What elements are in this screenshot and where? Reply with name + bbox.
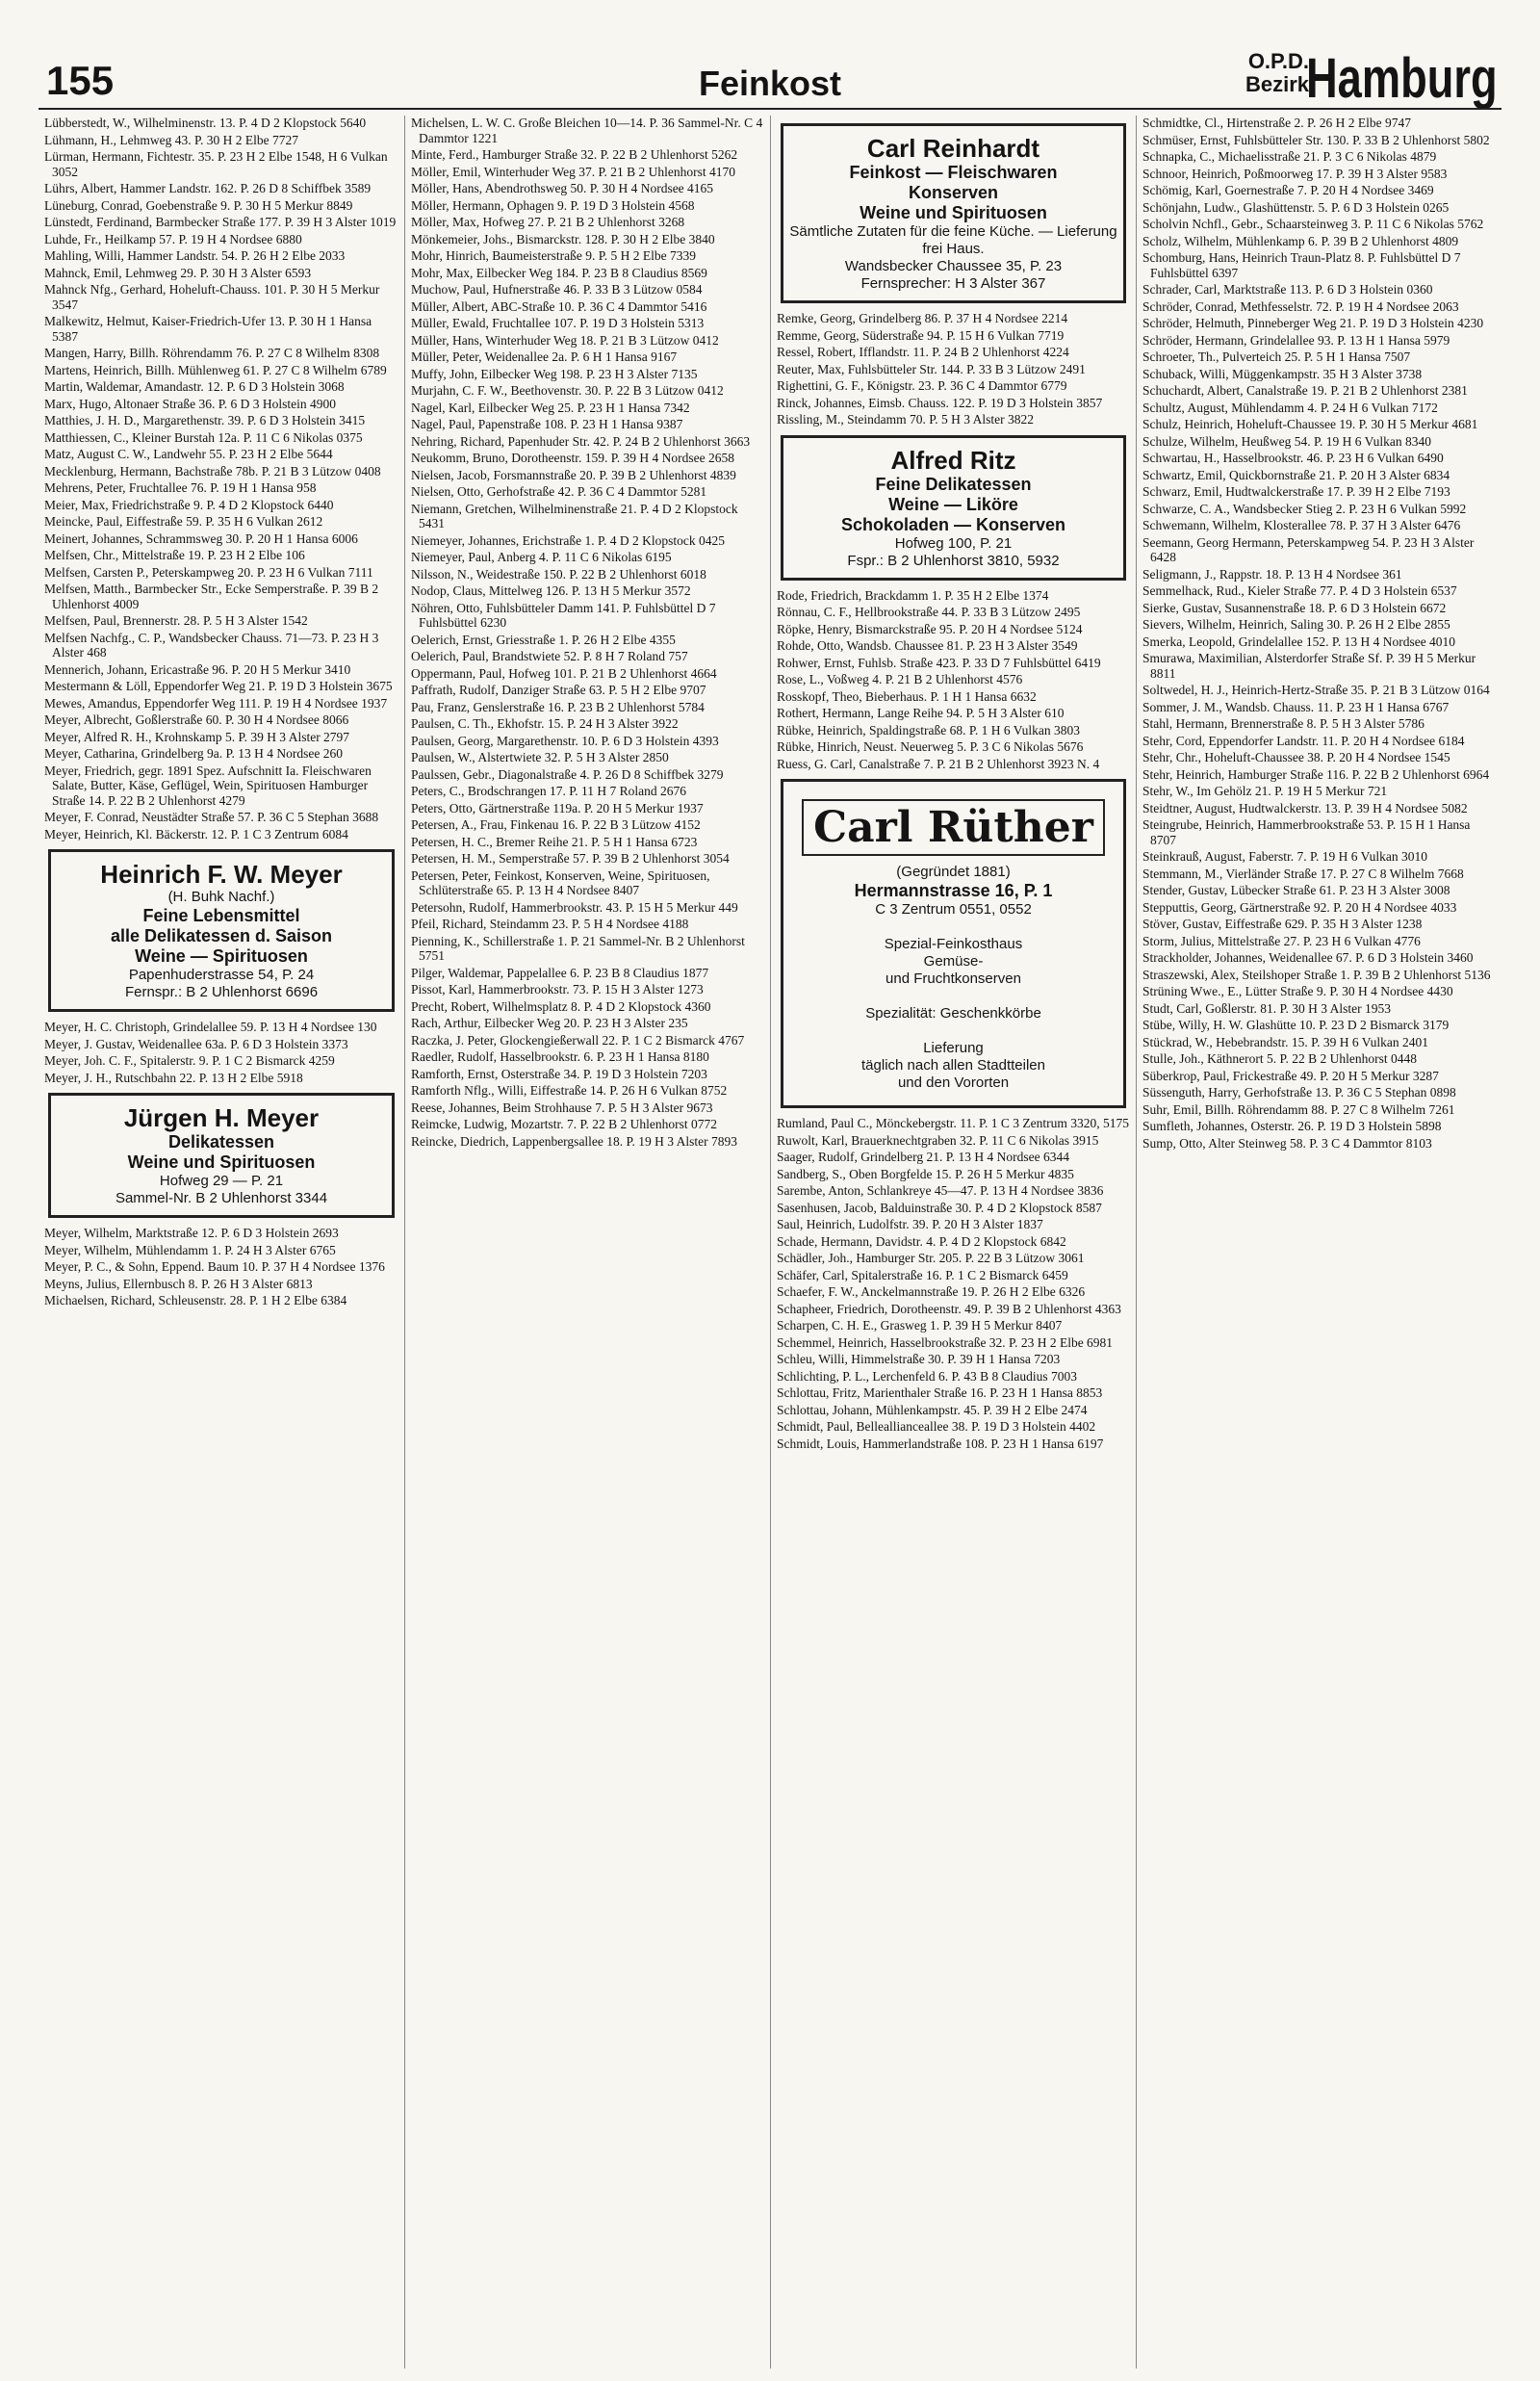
directory-entry: Semmelhack, Rud., Kieler Straße 77. P. 4 D 3 Holstein 6537 [1142,583,1457,598]
directory-entry: Schlottau, Johann, Mühlenkampstr. 45. P. 39 H 2 Elbe 2474 [777,1402,1088,1417]
directory-entry: Ramforth, Ernst, Osterstraße 34. P. 19 D 3 Holstein 7203 [411,1066,707,1081]
directory-entry: Raedler, Rudolf, Hasselbrookstr. 6. P. 23 H 1 Hansa 8180 [411,1049,709,1064]
directory-entry: Melfsen, Paul, Brennerstr. 28. P. 5 H 3 Alster 1542 [44,613,308,628]
directory-entry: Stehr, Chr., Hoheluft-Chaussee 38. P. 20 H 4 Nordsee 1545 [1142,750,1450,764]
directory-entry: Rübke, Heinrich, Spaldingstraße 68. P. 1 H 6 Vulkan 3803 [777,722,1081,738]
directory-entry: Muchow, Paul, Hufnerstraße 46. P. 33 B 3 Lützow 0584 [411,282,703,297]
directory-entry: Luhde, Fr., Heilkamp 57. P. 19 H 4 Nordsee 6880 [44,231,302,246]
directory-entry: Paulsen, Georg, Margarethenstr. 10. P. 6 D 3 Holstein 4393 [411,733,719,748]
directory-entry: Melfsen Nachfg., C. P., Wandsbecker Chauss. 71—73. P. 23 H 3 Alster 468 [44,630,379,660]
directory-entry: Minte, Ferd., Hamburger Straße 32. P. 22 B 2 Uhlenhorst 5262 [411,147,738,162]
column-4 [1136,116,1502,2368]
directory-entry: Meyer, H. C. Christoph, Grindelallee 59. P. 13 H 4 Nordsee 130 [44,1020,377,1034]
directory-entry: Stepputtis, Georg, Gärtnerstraße 92. P. 20 H 4 Nordsee 4033 [1142,899,1457,915]
directory-entry: Schultz, August, Mühlendamm 4. P. 24 H 6 Vulkan 7172 [1142,400,1438,415]
header-rule [38,108,1502,110]
directory-entry: Müller, Peter, Weidenallee 2a. P. 6 H 1 Hansa 9167 [411,349,678,364]
directory-entry: Michelsen, L. W. C. Große Bleichen 10—14. P. 36 Sammel-Nr. C 4 Dammtor 1221 [411,116,763,145]
directory-entry: Murjahn, C. F. W., Beethovenstr. 30. P. 22 B 3 Lützow 0412 [411,383,724,398]
directory-entry: Schulz, Heinrich, Hoheluft-Chaussee 19. P. 30 H 5 Merkur 4681 [1142,417,1478,431]
advertiser-name: Heinrich F. W. Meyer [100,860,343,889]
directory-entry: Möller, Emil, Winterhuder Weg 37. P. 21 B 2 Uhlenhorst 4170 [411,164,736,179]
directory-entry: Mahnck, Emil, Lehmweg 29. P. 30 H 3 Alster 6593 [44,265,312,280]
directory-entry: Oelerich, Paul, Brandstwiete 52. P. 8 H 7 Roland 757 [411,649,688,663]
advertiser-slogan: Hermannstrasse 16, P. 1 [854,881,1053,900]
directory-entry: Petersen, H. C., Bremer Reihe 21. P. 5 H 1 Hansa 6723 [411,834,698,849]
page-title: Feinkost [698,64,842,103]
directory-entry: Storm, Julius, Mittelstraße 27. P. 23 H 6 Vulkan 4776 [1142,933,1421,948]
directory-entry: Scharpen, C. H. E., Grasweg 1. P. 39 H 5 Merkur 8407 [777,1318,1063,1333]
directory-entry: Rohwer, Ernst, Fuhlsb. Straße 423. P. 33 D 7 Fuhlsbüttel 6419 [777,655,1101,670]
directory-entry: Schmüser, Ernst, Fuhlsbütteler Str. 130. P. 33 B 2 Uhlenhorst 5802 [1142,132,1490,147]
directory-entry: Meyer, Alfred R. H., Krohnskamp 5. P. 39 H 3 Alster 2797 [44,729,350,744]
directory-entry: Remme, Georg, Süderstraße 94. P. 15 H 6 Vulkan 7719 [777,327,1065,343]
directory-entry: Steidtner, August, Hudtwalckerstr. 13. P. 39 H 4 Nordsee 5082 [1142,800,1468,815]
directory-entry: Meyer, J. Gustav, Weidenallee 63a. P. 6 D 3 Holstein 3373 [44,1036,348,1051]
directory-entry: Pienning, K., Schillerstraße 1. P. 21 Sammel-Nr. B 2 Uhlenhorst 5751 [411,933,745,963]
directory-entry: Schwarz, Emil, Hudtwalckerstraße 17. P. 39 H 2 Elbe 7193 [1142,484,1450,499]
directory-entry: Mewes, Amandus, Eppendorfer Weg 111. P. 19 H 4 Nordsee 1937 [44,695,388,711]
directory-entry: Schnoor, Heinrich, Poßmoorweg 17. P. 39 H 3 Alster 9583 [1142,166,1448,181]
directory-entry: Ramforth Nflg., Willi, Eiffestraße 14. P. 26 H 6 Vulkan 8752 [411,1083,728,1098]
advertiser-slogan: Feine Delikatessen Weine — Liköre Schokoladen — Konserven [840,474,1066,534]
directory-entry: Stöver, Gustav, Eiffestraße 629. P. 35 H 3 Alster 1238 [1142,917,1423,931]
directory-entry: Paulsen, W., Alstertwiete 32. P. 5 H 3 Alster 2850 [411,750,669,764]
directory-entry: Möller, Max, Hofweg 27. P. 21 B 2 Uhlenhorst 3268 [411,215,685,229]
directory-entry: Peters, Otto, Gärtnerstraße 119a. P. 20 H 5 Merkur 1937 [411,800,704,815]
directory-entry: Schleu, Willi, Himmelstraße 30. P. 39 H 1 Hansa 7203 [777,1352,1061,1366]
directory-entry: Sumfleth, Johannes, Osterstr. 26. P. 19 D 3 Holstein 5898 [1142,1119,1442,1133]
directory-entry: Pfeil, Richard, Steindamm 23. P. 5 H 4 Nordsee 4188 [411,917,689,931]
directory-entry: Michaelsen, Richard, Schleusenstr. 28. P. 1 H 2 Elbe 6384 [44,1293,347,1307]
directory-entry: Stemmann, M., Vierländer Straße 17. P. 27 C 8 Wilhelm 7668 [1142,866,1464,881]
advertisement-box [781,435,1126,581]
advertiser-contact: Papenhuderstrasse 54, P. 24 Fernspr.: B 2 Uhlenhorst 6696 [124,967,319,1000]
directory-entry: Meyns, Julius, Ellernbusch 8. P. 26 H 3 Alster 6813 [44,1276,313,1291]
directory-entry: Nöhren, Otto, Fuhlsbütteler Damm 141. P. Fuhlsbüttel D 7 Fuhlsbüttel 6230 [411,600,716,630]
directory-entry: Paffrath, Rudolf, Danziger Straße 63. P. 5 H 2 Elbe 9707 [411,683,706,697]
advertiser-contact: Sämtliche Zutaten für die feine Küche. — Lieferung frei Haus. Wandsbecker Chaussee 35, P. 23 Fernsprecher: H 3 Alster 367 [789,223,1117,292]
directory-entry: Rübke, Hinrich, Neust. Neuerweg 5. P. 3 C 6 Nikolas 5676 [777,739,1084,754]
directory-entry: Schmidt, Paul, Belleallianceallee 38. P. 19 D 3 Holstein 4402 [777,1419,1096,1434]
advertiser-contact: C 3 Zentrum 0551, 0552 Spezial-Feinkosthaus Gemüse- und Fruchtkonserven Spezialität: Geschenkkörbe Lieferung täglich nach allen Stadtteilen und den Vororten [861,901,1045,1091]
directory-entry: Nehring, Richard, Papenhuder Str. 42. P. 24 B 2 Uhlenhorst 3663 [411,433,751,449]
directory-entry: Schömig, Karl, Goernestraße 7. P. 20 H 4 Nordsee 3469 [1142,183,1434,197]
advertiser-slogan: Feinkost — Fleischwaren Konserven Weine und Spirituosen [849,163,1058,222]
directory-entry: Rumland, Paul C., Mönckebergstr. 11. P. 1 C 3 Zentrum 3320, 5175 [777,1116,1129,1130]
column-3 [770,116,1136,2368]
directory-entry: Paulssen, Gebr., Diagonalstraße 4. P. 26 D 8 Schiffbek 3279 [411,766,724,782]
directory-entry: Muffy, John, Eilbecker Weg 198. P. 23 H 3 Alster 7135 [411,366,698,381]
directory-entry: Scholvin Nchfl., Gebr., Schaarsteinweg 3. P. 11 C 6 Nikolas 5762 [1142,217,1484,231]
directory-entry: Schuback, Willi, Müggenkampstr. 35 H 3 Alster 3738 [1142,366,1423,381]
directory-entry: Sasenhusen, Jacob, Balduinstraße 30. P. 4 D 2 Klopstock 8587 [777,1200,1102,1215]
directory-entry: Steinkrauß, August, Faberstr. 7. P. 19 H 6 Vulkan 3010 [1142,849,1427,864]
directory-entry: Schulze, Wilhelm, Heußweg 54. P. 19 H 6 Vulkan 8340 [1142,433,1431,449]
directory-entry: Righettini, G. F., Königstr. 23. P. 36 C 4 Dammtor 6779 [777,378,1067,393]
directory-entry: Rothert, Hermann, Lange Reihe 94. P. 5 H 3 Alster 610 [777,706,1065,720]
district-label: O.P.D. Bezirk [1245,49,1309,96]
directory-entry: Stückrad, W., Hebebrandstr. 15. P. 39 H 6 Vulkan 2401 [1142,1034,1429,1049]
directory-entry: Schade, Hermann, Davidstr. 4. P. 4 D 2 Klopstock 6842 [777,1233,1066,1249]
directory-entry: Rode, Friedrich, Brackdamm 1. P. 35 H 2 Elbe 1374 [777,587,1049,603]
advertiser-name: Carl Reinhardt [866,134,1040,163]
directory-entry: Melfsen, Chr., Mittelstraße 19. P. 23 H 2 Elbe 106 [44,548,305,562]
directory-entry: Niemann, Gretchen, Wilhelminenstraße 21. P. 4 D 2 Klopstock 5431 [411,501,738,531]
directory-entry: Smurawa, Maximilian, Alsterdorfer Straße Sf. P. 39 H 5 Merkur 8811 [1142,651,1476,681]
directory-entry: Nilsson, N., Weidestraße 150. P. 22 B 2 Uhlenhorst 6018 [411,566,706,582]
directory-entry: Süberkrop, Paul, Frickestraße 49. P. 20 H 5 Merkur 3287 [1142,1068,1439,1083]
directory-entry: Suhr, Emil, Billh. Röhrendamm 88. P. 27 C 8 Wilhelm 7261 [1142,1101,1455,1117]
directory-entry: Sump, Otto, Alter Steinweg 58. P. 3 C 4 Dammtor 8103 [1142,1135,1432,1151]
directory-entry: Petersen, H. M., Semperstraße 57. P. 39 B 2 Uhlenhorst 3054 [411,851,730,866]
directory-entry: Mangen, Harry, Billh. Röhrendamm 76. P. 27 C 8 Wilhelm 8308 [44,346,380,360]
advertiser-subtitle: (Gegründet 1881) [896,864,1011,880]
directory-entry: Ressel, Robert, Ifflandstr. 11. P. 24 B 2 Uhlenhorst 4224 [777,345,1069,359]
advertiser-name: Alfred Ritz [890,445,1016,475]
directory-entry: Schnapka, C., Michaelisstraße 21. P. 3 C 6 Nikolas 4879 [1142,149,1437,164]
directory-entry: Nagel, Paul, Papenstraße 108. P. 23 H 1 Hansa 9387 [411,417,683,431]
directory-entry: Mehrens, Peter, Fruchtallee 76. P. 19 H 1 Hansa 958 [44,480,317,495]
directory-entry: Meyer, P. C., & Sohn, Eppend. Baum 10. P. 37 H 4 Nordsee 1376 [44,1259,385,1274]
directory-entry: Seligmann, J., Rappstr. 18. P. 13 H 4 Nordsee 361 [1142,566,1402,582]
directory-entry: Martens, Heinrich, Billh. Mühlenweg 61. P. 27 C 8 Wilhelm 6789 [44,362,387,377]
directory-entry: Stehr, W., Im Gehölz 21. P. 19 H 5 Merkur 721 [1142,784,1388,798]
directory-entry: Rose, L., Voßweg 4. P. 21 B 2 Uhlenhorst 4576 [777,672,1023,686]
directory-entry: Melfsen, Matth., Barmbecker Str., Ecke Semperstraße. P. 39 B 2 Uhlenhorst 4009 [44,582,379,611]
directory-entry: Mahnck Nfg., Gerhard, Hoheluft-Chauss. 101. P. 30 H 5 Merkur 3547 [44,282,380,312]
directory-entry: Remke, Georg, Grindelberg 86. P. 37 H 4 Nordsee 2214 [777,311,1068,325]
directory-entry: Strackholder, Johannes, Weidenallee 67. P. 6 D 3 Holstein 3460 [1142,950,1474,965]
directory-entry: Stübe, Willy, H. W. Glashütte 10. P. 23 D 2 Bismarck 3179 [1142,1018,1450,1032]
directory-entry: Mahling, Willi, Hammer Landstr. 54. P. 26 H 2 Elbe 2033 [44,248,346,263]
directory-entry: Schmidtke, Cl., Hirtenstraße 2. P. 26 H 2 Elbe 9747 [1142,116,1411,130]
directory-entry: Schröder, Hermann, Grindelallee 93. P. 13 H 1 Hansa 5979 [1142,332,1450,348]
directory-entry: Schroeter, Th., Pulverteich 25. P. 5 H 1 Hansa 7507 [1142,349,1411,364]
directory-entry: Pissot, Karl, Hammerbrookstr. 73. P. 15 H 3 Alster 1273 [411,982,704,996]
advertiser-slogan: Feine Lebensmittel alle Delikatessen d. Saison Weine — Spirituosen [110,906,333,966]
directory-entry: Süssenguth, Harry, Gerhofstraße 13. P. 36 C 5 Stephan 0898 [1142,1085,1456,1100]
directory-entry: Schäfer, Carl, Spitalerstraße 16. P. 1 C 2 Bismarck 6459 [777,1267,1068,1282]
directory-entry: Niemeyer, Paul, Anberg 4. P. 11 C 6 Nikolas 6195 [411,550,672,564]
directory-entry: Möller, Hans, Abendrothsweg 50. P. 30 H 4 Nordsee 4165 [411,181,714,195]
directory-entry: Matz, August C. W., Landwehr 55. P. 23 H 2 Elbe 5644 [44,447,333,461]
directory-entry: Lüneburg, Conrad, Goebenstraße 9. P. 30 H 5 Merkur 8849 [44,197,353,213]
directory-entry: Schrader, Carl, Marktstraße 113. P. 6 D 3 Holstein 0360 [1142,282,1433,297]
directory-entry: Rinck, Johannes, Eimsb. Chauss. 122. P. 19 D 3 Holstein 3857 [777,395,1103,410]
directory-entry: Sievers, Wilhelm, Heinrich, Saling 30. P. 26 H 2 Elbe 2855 [1142,617,1450,632]
directory-entry: Petersohn, Rudolf, Hammerbrookstr. 43. P. 15 H 5 Merkur 449 [411,899,738,915]
directory-entry: Meincke, Paul, Eiffestraße 59. P. 35 H 6 Vulkan 2612 [44,514,323,529]
directory-entry: Oppermann, Paul, Hofweg 101. P. 21 B 2 Uhlenhorst 4664 [411,665,717,681]
directory-entry: Schlottau, Fritz, Marienthaler Straße 16. P. 23 H 1 Hansa 8853 [777,1385,1103,1400]
directory-entry: Meyer, J. H., Rutschbahn 22. P. 13 H 2 Elbe 5918 [44,1070,303,1085]
directory-entry: Meyer, Albrecht, Goßlerstraße 60. P. 30 H 4 Nordsee 8066 [44,712,349,727]
directory-entry: Schmidt, Louis, Hammerlandstraße 108. P. 23 H 1 Hansa 6197 [777,1436,1104,1451]
directory-entry: Meyer, Wilhelm, Marktstraße 12. P. 6 D 3 Holstein 2693 [44,1226,339,1240]
advertisement-box [781,779,1126,1108]
advertiser-logo: Carl Rüther [802,799,1105,856]
directory-entry: Reincke, Diedrich, Lappenbergsallee 18. P. 19 H 3 Alster 7893 [411,1133,738,1149]
directory-entry: Petersen, A., Frau, Finkenau 16. P. 22 B 3 Lützow 4152 [411,817,701,832]
directory-entry: Rohde, Otto, Wandsb. Chaussee 81. P. 23 H 3 Alster 3549 [777,638,1078,653]
directory-entry: Schwartz, Emil, Quickbornstraße 21. P. 20 H 3 Alster 6834 [1142,467,1450,482]
advertiser-slogan: Delikatessen Weine und Spirituosen [127,1132,316,1172]
directory-entry: Nagel, Karl, Eilbecker Weg 25. P. 23 H 1 Hansa 7342 [411,400,690,415]
directory-entry: Niemeyer, Johannes, Erichstraße 1. P. 4 D 2 Klopstock 0425 [411,532,726,548]
directory-entry: Rönnau, C. F., Hellbrookstraße 44. P. 33 B 3 Lützow 2495 [777,605,1081,619]
directory-entry: Precht, Robert, Wilhelmsplatz 8. P. 4 D 2 Klopstock 4360 [411,998,711,1014]
directory-entry: Nielsen, Jacob, Forsmannstraße 20. P. 39 B 2 Uhlenhorst 4839 [411,467,736,482]
directory-entry: Martin, Waldemar, Amandastr. 12. P. 6 D 3 Holstein 3068 [44,379,345,394]
directory-entry: Reuter, Max, Fuhlsbütteler Str. 144. P. 33 B 3 Lützow 2491 [777,361,1086,376]
directory-entry: Schönjahn, Ludw., Glashüttenstr. 5. P. 6 D 3 Holstein 0265 [1142,199,1450,215]
directory-entry: Schomburg, Hans, Heinrich Traun-Platz 8. P. Fuhlsbüttel D 7 Fuhlsbüttel 6397 [1142,250,1461,280]
advertiser-contact: Hofweg 29 — P. 21 Sammel-Nr. B 2 Uhlenhorst 3344 [115,1173,328,1206]
directory-entry: Malkewitz, Helmut, Kaiser-Friedrich-Ufer 13. P. 30 H 1 Hansa 5387 [44,314,372,344]
directory-entry: Meyer, F. Conrad, Neustädter Straße 57. P. 36 C 5 Stephan 3688 [44,810,379,824]
directory-entry: Meier, Max, Friedrichstraße 9. P. 4 D 2 Klopstock 6440 [44,497,334,512]
directory-entry: Schädler, Joh., Hamburger Str. 205. P. 22 B 3 Lützow 3061 [777,1251,1085,1265]
directory-entry: Stahl, Hermann, Brennerstraße 8. P. 5 H 3 Alster 5786 [1142,716,1424,731]
advertiser-subtitle: (H. Buhk Nachf.) [167,889,275,905]
directory-entry: Paulsen, C. Th., Ekhofstr. 15. P. 24 H 3 Alster 3922 [411,716,679,731]
directory-entry: Lührs, Albert, Hammer Landstr. 162. P. 26 D 8 Schiffbek 3589 [44,181,372,195]
directory-entry: Strüning Wwe., E., Lütter Straße 9. P. 30 H 4 Nordsee 4430 [1142,984,1453,998]
directory-entry: Meyer, Heinrich, Kl. Bäckerstr. 12. P. 1 C 3 Zentrum 6084 [44,826,348,841]
directory-entry: Ruwolt, Karl, Brauerknechtgraben 32. P. 11 C 6 Nikolas 3915 [777,1132,1099,1148]
directory-entry: Schlichting, P. L., Lerchenfeld 6. P. 43 B 8 Claudius 7003 [777,1368,1077,1384]
directory-entry: Müller, Albert, ABC-Straße 10. P. 36 C 4 Dammtor 5416 [411,298,707,314]
directory-entry: Sommer, J. M., Wandsb. Chauss. 11. P. 23 H 1 Hansa 6767 [1142,699,1450,714]
directory-entry: Lübberstedt, W., Wilhelminenstr. 13. P. 4 D 2 Klopstock 5640 [44,116,367,130]
directory-entry: Schwemann, Wilhelm, Klosterallee 78. P. 37 H 3 Alster 6476 [1142,518,1461,532]
advertiser-contact: Hofweg 100, P. 21 Fspr.: B 2 Uhlenhorst 3810, 5932 [847,534,1060,569]
directory-entry: Mestermann & Löll, Eppendorfer Weg 21. P. 19 D 3 Holstein 3675 [44,679,393,693]
directory-entry: Stehr, Heinrich, Hamburger Straße 116. P. 22 B 2 Uhlenhorst 6964 [1142,766,1490,782]
directory-entry: Saul, Heinrich, Ludolfstr. 39. P. 20 H 3 Alster 1837 [777,1217,1043,1231]
directory-entry: Sierke, Gustav, Susannenstraße 18. P. 6 D 3 Holstein 6672 [1142,600,1447,615]
directory-entry: Marx, Hugo, Altonaer Straße 36. P. 6 D 3 Holstein 4900 [44,396,336,411]
directory-entry: Schwarze, C. A., Wandsbecker Stieg 2. P. 23 H 6 Vulkan 5992 [1142,501,1467,516]
directory-entry: Neukomm, Bruno, Dorotheenstr. 159. P. 39 H 4 Nordsee 2658 [411,451,734,465]
directory-entry: Lünstedt, Ferdinand, Barmbecker Straße 177. P. 39 H 3 Alster 1019 [44,215,397,229]
directory-entry: Mohr, Max, Eilbecker Weg 184. P. 23 B 8 Claudius 8569 [411,265,707,280]
directory-entry: Mohr, Hinrich, Baumeisterstraße 9. P. 5 H 2 Elbe 7339 [411,248,697,263]
directory-entry: Ruess, G. Carl, Canalstraße 7. P. 21 B 2 Uhlenhorst 3923 N. 4 [777,756,1100,771]
directory-entry: Raczka, J. Peter, Glockengießerwall 22. P. 1 C 2 Bismarck 4767 [411,1032,745,1048]
directory-entry: Röpke, Henry, Bismarckstraße 95. P. 20 H 4 Nordsee 5124 [777,621,1083,636]
directory-entry: Meyer, Catharina, Grindelberg 9a. P. 13 H 4 Nordsee 260 [44,746,344,761]
directory-entry: Matthiessen, C., Kleiner Burstah 12a. P. 11 C 6 Nikolas 0375 [44,429,363,445]
advertiser-name: Jürgen H. Meyer [123,1103,320,1132]
page-number: 155 [46,58,115,103]
directory-entry: Schröder, Conrad, Methfesselstr. 72. P. 19 H 4 Nordsee 2063 [1142,298,1459,314]
directory-entry: Meinert, Johannes, Schrammsweg 30. P. 20 H 1 Hansa 6006 [44,531,358,546]
directory-entry: Stender, Gustav, Lübecker Straße 61. P. 23 H 3 Alster 3008 [1142,883,1450,897]
directory-entry: Schemmel, Heinrich, Hasselbrookstraße 32. P. 23 H 2 Elbe 6981 [777,1334,1114,1350]
directory-entry: Stehr, Cord, Eppendorfer Landstr. 11. P. 20 H 4 Nordsee 6184 [1142,733,1465,748]
directory-entry: Pau, Franz, Genslerstraße 16. P. 23 B 2 Uhlenhorst 5784 [411,699,705,714]
directory-entry: Soltwedel, H. J., Heinrich-Hertz-Straße 35. P. 21 B 3 Lützow 0164 [1142,683,1490,697]
directory-entry: Oelerich, Ernst, Griesstraße 1. P. 26 H 2 Elbe 4355 [411,632,676,647]
directory-entry: Steingrube, Heinrich, Hammerbrookstraße 53. P. 15 H 1 Hansa 8707 [1142,817,1471,847]
directory-entry: Saager, Rudolf, Grindelberg 21. P. 13 H 4 Nordsee 6344 [777,1150,1070,1164]
directory-entry: Sarembe, Anton, Schlankreye 45—47. P. 13 H 4 Nordsee 3836 [777,1183,1104,1198]
directory-entry: Lürman, Hermann, Fichtestr. 35. P. 23 H 2 Elbe 1548, H 6 Vulkan 3052 [44,149,388,179]
directory-entry: Nodop, Claus, Mittelweg 126. P. 13 H 5 Merkur 3572 [411,583,691,598]
city-title: Hamburg [1306,47,1498,110]
directory-entry: Meyer, Joh. C. F., Spitalerstr. 9. P. 1 C 2 Bismarck 4259 [44,1053,335,1068]
directory-entry: Studt, Carl, Goßlerstr. 81. P. 30 H 3 Alster 1953 [1142,1000,1392,1016]
page-header [38,29,1502,110]
directory-columns [38,116,1502,2368]
directory-entry: Mennerich, Johann, Ericastraße 96. P. 20 H 5 Merkur 3410 [44,661,351,677]
column-2 [404,116,770,2368]
directory-entry: Smerka, Leopold, Grindelallee 152. P. 13 H 4 Nordsee 4010 [1142,634,1456,649]
directory-entry: Sandberg, S., Oben Borgfelde 15. P. 26 H 5 Merkur 4835 [777,1166,1074,1181]
directory-entry: Rach, Arthur, Eilbecker Weg 20. P. 23 H 3 Alster 235 [411,1016,688,1030]
directory-entry: Melfsen, Carsten P., Peterskampweg 20. P. 23 H 6 Vulkan 7111 [44,564,373,580]
directory-entry: Schwartau, H., Hasselbrookstr. 46. P. 23 H 6 Vulkan 6490 [1142,451,1444,465]
directory-entry: Schröder, Helmuth, Pinneberger Weg 21. P. 19 D 3 Holstein 4230 [1142,316,1484,330]
advertisement-box [48,849,395,1012]
directory-entry: Lühmann, H., Lehmweg 43. P. 30 H 2 Elbe 7727 [44,132,298,147]
directory-entry: Nielsen, Otto, Gerhofstraße 42. P. 36 C 4 Dammtor 5281 [411,484,707,499]
directory-entry: Mönkemeier, Johs., Bismarckstr. 128. P. 30 H 2 Elbe 3840 [411,231,715,246]
directory-entry: Scholz, Wilhelm, Mühlenkamp 6. P. 39 B 2 Uhlenhorst 4809 [1142,233,1459,248]
directory-entry: Müller, Hans, Winterhuder Weg 18. P. 21 B 3 Lützow 0412 [411,332,719,348]
directory-entry: Mecklenburg, Hermann, Bachstraße 78b. P. 21 B 3 Lützow 0408 [44,463,381,479]
directory-entry: Schapheer, Friedrich, Dorotheenstr. 49. P. 39 B 2 Uhlenhorst 4363 [777,1301,1121,1316]
directory-entry: Rissling, M., Steindamm 70. P. 5 H 3 Alster 3822 [777,412,1035,427]
directory-entry: Petersen, Peter, Feinkost, Konserven, Weine, Spirituosen, Schlüterstraße 65. P. 13 H 4 Nordsee 8407 [411,867,710,897]
directory-entry: Schaefer, F. W., Anckelmannstraße 19. P. 26 H 2 Elbe 6326 [777,1284,1086,1299]
directory-entry: Müller, Ewald, Fruchtallee 107. P. 19 D 3 Holstein 5313 [411,316,705,330]
directory-entry: Straszewski, Alex, Steilshoper Straße 1. P. 39 B 2 Uhlenhorst 5136 [1142,967,1491,982]
advertisement-box [781,123,1126,303]
directory-entry: Reese, Johannes, Beim Strohhause 7. P. 5 H 3 Alster 9673 [411,1100,713,1115]
directory-entry: Möller, Hermann, Ophagen 9. P. 19 D 3 Holstein 4568 [411,197,695,213]
directory-entry: Matthies, J. H. D., Margarethenstr. 39. P. 6 D 3 Holstein 3415 [44,413,366,427]
directory-entry: Peters, C., Brodschrangen 17. P. 11 H 7 Roland 2676 [411,784,686,798]
directory-entry: Seemann, Georg Hermann, Peterskampweg 54. P. 23 H 3 Alster 6428 [1142,534,1475,564]
directory-entry: Rosskopf, Theo, Bieberhaus. P. 1 H 1 Hansa 6632 [777,688,1037,704]
directory-entry: Reimcke, Ludwig, Mozartstr. 7. P. 22 B 2 Uhlenhorst 0772 [411,1117,717,1131]
directory-entry: Schuchardt, Albert, Canalstraße 19. P. 21 B 2 Uhlenhorst 2381 [1142,383,1468,398]
directory-entry: Pilger, Waldemar, Pappelallee 6. P. 23 B 8 Claudius 1877 [411,965,709,980]
directory-entry: Meyer, Wilhelm, Mühlendamm 1. P. 24 H 3 Alster 6765 [44,1242,336,1257]
directory-entry: Stulle, Joh., Käthnerort 5. P. 22 B 2 Uhlenhorst 0448 [1142,1051,1417,1066]
column-1 [38,116,404,2368]
directory-entry: Meyer, Friedrich, gegr. 1891 Spez. Aufschnitt Ia. Fleischwaren Salate, Butter, Käse, Geflügel, Wein, Spirituosen Hamburger Straße 14. P. 22 B 2 Uhlenhorst 4279 [44,763,372,808]
advertisement-box [48,1093,395,1218]
